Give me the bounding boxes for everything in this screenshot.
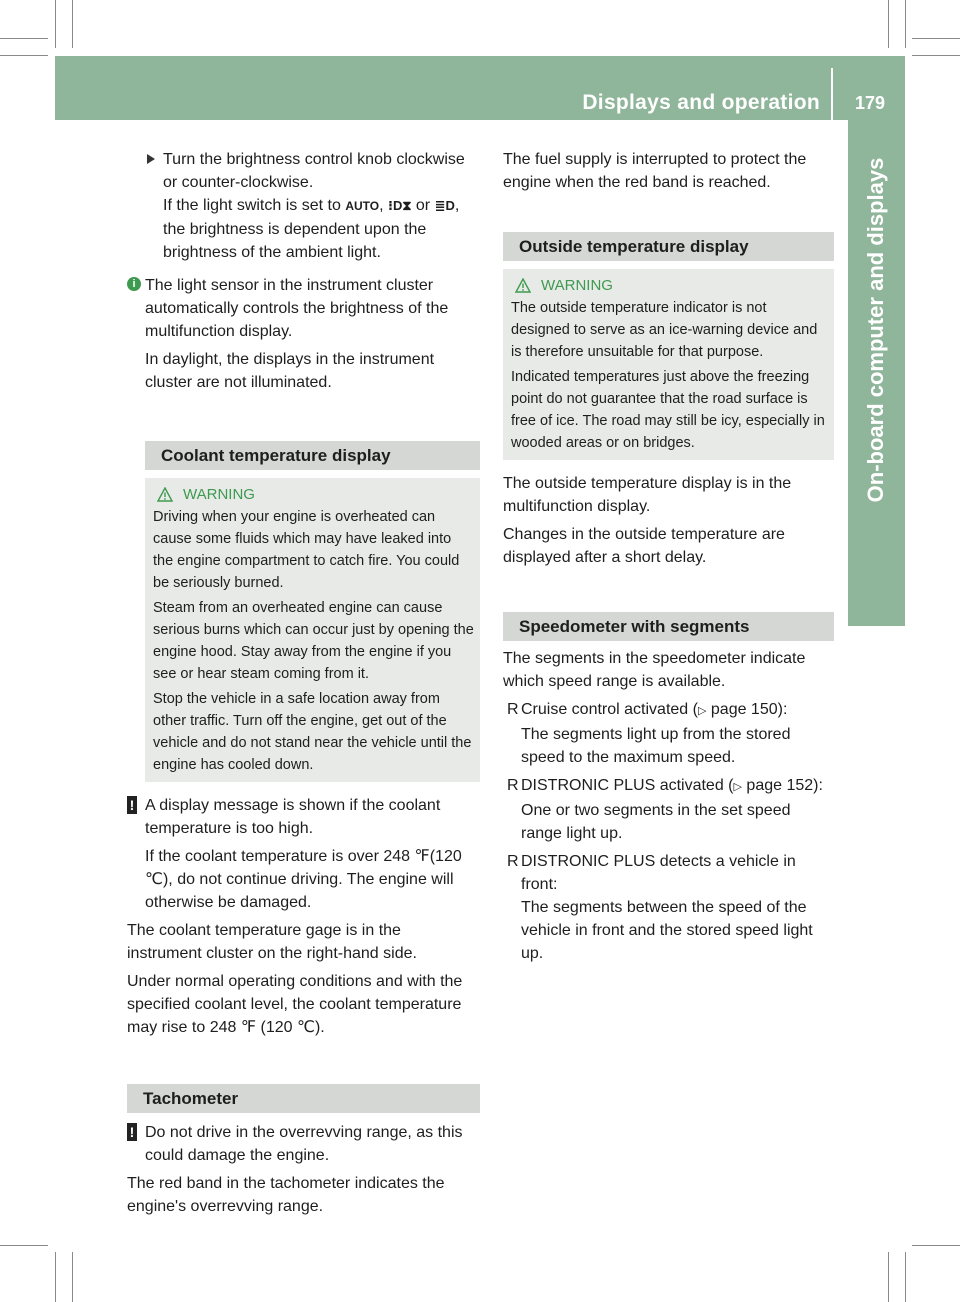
low-beam-icon: ≣D (434, 198, 455, 213)
crop-mark (888, 1252, 889, 1302)
warning-box: WARNING Driving when your engine is overheated can cause some fluids which may have leaked into the engine compartment to catch fire. You could be seriously burned. Steam from an overheated engine can cause serious burns which can occur just by opening the engine hood. Stay away from the engine if you see or hear steam coming from it. Stop the vehicle in a safe location away from other traffic. Turn off the engine, get out of the vehicle and do not stand near the vehicle until the engine has cooled down. (145, 478, 480, 782)
warning-box: WARNING The outside temperature indicator is not designed to serve as an ice-warning device and is therefore unsuitable for that purpose. Indicated temperatures just above the freezing point do not guarantee that the road surface is free of ice. The road may still be icy, especially in wooded areas or on bridges. (503, 269, 834, 460)
chapter-tab-label: On-board computer and displays (863, 157, 888, 503)
page-ref-icon: ▷ (697, 705, 707, 717)
step-text: Turn the brightness control knob clockwise or counter-clockwise. If the light switch is set to AUTO, ⁝D⧗ or ≣D, the brightness is dependent upon the brightness of the ambient light. (163, 151, 465, 261)
caution-note: ! Do not drive in the overrevving range, as this could damage the engine. (127, 1121, 480, 1167)
caution-icon: ! (127, 1123, 137, 1141)
crop-mark (72, 0, 73, 48)
heading-speedometer: Speedometer with segments (503, 612, 834, 641)
warning-triangle-icon (157, 487, 173, 502)
crop-mark (0, 38, 48, 39)
list-item: R Cruise control activated (▷ page 150): The segments light up from the stored speed to the maximum speed. (507, 701, 791, 766)
page-ref-link[interactable]: page 150): (710, 701, 788, 718)
header-divider (831, 68, 833, 120)
crop-mark (905, 0, 906, 48)
caution-note: ! A display message is shown if the coolant temperature is too high. If the coolant temperature is over 248 ℉(120 ℃), do not continue driving. The engine will otherwise be damaged. (127, 794, 480, 914)
crop-mark (912, 55, 960, 56)
caution-icon: ! (127, 796, 137, 814)
instruction-step (145, 148, 480, 264)
crop-mark (0, 55, 48, 56)
heading-outside-temperature: Outside temperature display (503, 232, 834, 261)
info-note: i The light sensor in the instrument cluster automatically controls the brightness of the multifunction display. In daylight, the displays in the instrument cluster are not illuminated. (127, 274, 480, 394)
page-number: 179 (854, 93, 886, 113)
light-switch-auto-icon: AUTO (345, 199, 380, 213)
crop-mark (905, 1252, 906, 1302)
crop-mark (72, 1252, 73, 1302)
page-ref-link[interactable]: page 152): (746, 777, 823, 794)
warning-label: WARNING (541, 277, 613, 294)
heading-coolant: Coolant temperature display (145, 441, 480, 470)
info-icon: i (127, 277, 141, 291)
left-column: Turn the brightness control knob clockwise or counter-clockwise. If the light switch is set to AUTO, ⁝D⧗ or ≣D, the brightness is dependent upon the brightness of the ambient light. i The light sensor in the instrument cluster automatically controls the brightness of the multifunction display. In daylight, the displays in the instrument cluster are not illuminated. Coolant temperature display WARNING Driving when your engine is overheated can cause some fluids which may have leaked into the engine compartment to catch fire. You could be seriously burned. Steam from an overheated engine can cause serious burns which can occur just by opening the engine hood. Stay away from the engine if you see or hear steam coming from it. Stop the vehicle in a safe location away from other traffic. Turn off the engine, get out of the vehicle and do not stand near the vehicle until the engine has cooled down. ! A display message is shown if the coolant temperature is too high. If the coolant temperature is over 248 ℉(120 ℃), do not continue driving. The engine will otherwise be damaged. The coolant temperature gage is in the instrument cluster on the right-hand side. Under normal operating conditions and with the specified coolant level, the coolant temperature may rise to 248 ℉ (120 ℃). Tachometer ! Do not drive in the overrevving range, as this could damage the engine. The red band in the tachometer indicates the engine's overrevving range. (145, 148, 480, 1223)
crop-mark (912, 38, 960, 39)
step-arrow-icon (147, 154, 155, 164)
crop-mark (55, 1252, 56, 1302)
parking-lamps-icon: ⁝D⧗ (388, 198, 412, 213)
crop-mark (0, 1245, 48, 1246)
list-item: R DISTRONIC PLUS detects a vehicle in front: The segments between the speed of the vehicle in front and the stored speed light up. (507, 853, 813, 962)
right-column: The fuel supply is interrupted to protect the engine when the red band is reached. Outside temperature display WARNING The outside temperature indicator is not designed to serve as an ice-warning device and is therefore unsuitable for that purpose. Indicated temperatures just above the freezing point do not guarantee that the road surface is free of ice. The road may still be icy, especially in wooded areas or on bridges. The outside temperature display is in the multifunction display. Changes in the outside temperature are displayed after a short delay. Speedometer with segments The segments in the speedometer indicate which speed range is available. R Cruise control activated (▷ page 150): The segments light up from the stored speed to the maximum speed. R DISTRONIC PLUS activated (▷ page 152): One or two segments in the set speed range light up. R DISTRONIC PLUS detects a vehicle in front: The segments between the speed of the vehicle in front and the stored speed light up. (503, 148, 834, 970)
side-tab-marker (848, 542, 905, 626)
list-item: R DISTRONIC PLUS activated (▷ page 152): One or two segments in the set speed range light up. (507, 777, 823, 842)
crop-mark (912, 1245, 960, 1246)
crop-mark (888, 0, 889, 48)
heading-tachometer: Tachometer (127, 1084, 480, 1113)
page-ref-icon: ▷ (733, 781, 742, 793)
warning-label: WARNING (183, 486, 255, 503)
warning-triangle-icon (515, 278, 531, 293)
crop-mark (55, 0, 56, 48)
section-title: Displays and operation (582, 91, 820, 114)
